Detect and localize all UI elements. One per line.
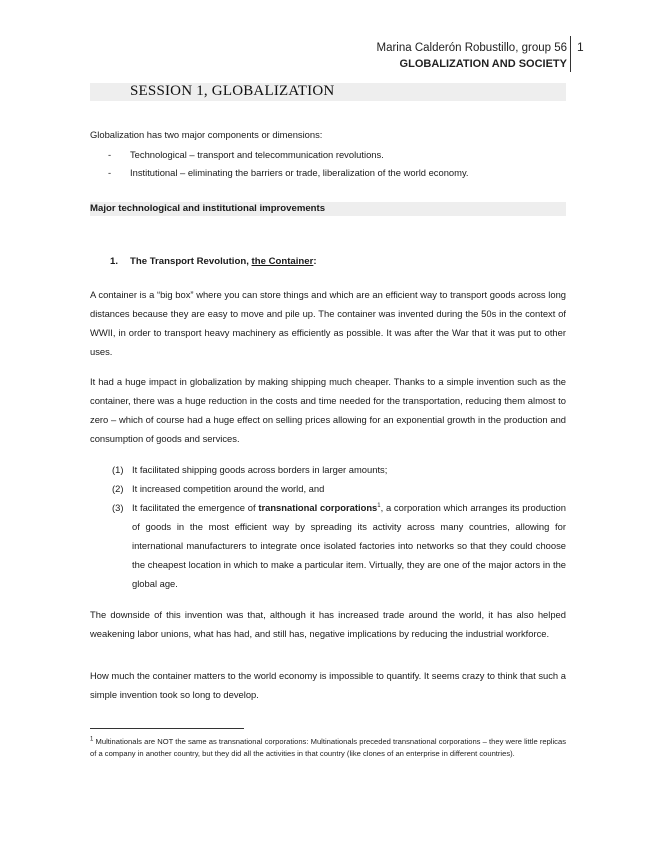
footnote (90, 736, 566, 760)
paragraph-quantify: How much the container matters to the world economy is impossible to quantify. It seems crazy to think that such a simple invention took so long to develop. (90, 670, 566, 700)
subsection-underlined: the Container (251, 256, 314, 267)
list-item-text: It facilitated shipping goods across borders in larger amounts; (132, 464, 388, 475)
header-divider (570, 36, 571, 72)
section-heading: Major technological and institutional improvements (90, 203, 326, 214)
list-item-text (132, 498, 566, 593)
header-course: GLOBALIZATION AND SOCIETY (399, 58, 567, 70)
paragraph-impact: It had a huge impact in globalization by making shipping much cheaper. Thanks to a simple invention such as the container, there was a huge reduction in the costs and time needed for the transportation, reducing them almost to zero – which of course had a huge effect on selling prices allowing for an exponential growth in the production and consumption of goods and services. (90, 376, 566, 444)
subsection-label: The Transport Revolution, (130, 256, 252, 267)
intro-text: Globalization has two major components or dimensions: (90, 129, 323, 140)
paragraph-downside: The downside of this invention was that, although it has increased trade around the world, it has also helped weakening labor unions, what has had, and still has, negative implications by reducing the industrial workforce. (90, 609, 566, 639)
header-author: Marina Calderón Robustillo, group 56 (376, 42, 567, 54)
list-marker: (2) (112, 483, 124, 494)
bullet-dash: - (108, 149, 112, 160)
list-item (112, 460, 566, 479)
list-item-lead: It facilitated the emergence of (132, 502, 259, 513)
footnote-ref[interactable]: 1 (377, 502, 381, 509)
subsection-heading (110, 256, 317, 267)
footnote-text: Multinationals are NOT the same as transnational corporations: Multinationals preceded transnational corporations – they were little replicas of a company in another country, but they did all the activities in that country (like clones of an enterprise in different countries). (90, 737, 566, 758)
document-title: SESSION 1, GLOBALIZATION (130, 83, 335, 99)
list-item-text: It increased competition around the world, and (132, 483, 325, 494)
list-marker: (3) (112, 502, 124, 513)
list-item (112, 498, 566, 593)
impact-list (112, 460, 566, 593)
page-number: 1 (577, 40, 584, 54)
subsection-suffix: : (313, 256, 317, 267)
footnote-mark: 1 (90, 736, 94, 743)
paragraph-container: A container is a “big box” where you can store things and which are an efficient way to transport goods across long distances because they are easy to move and pile up. The container was invented during the 50s in the context of WWII, in order to transport heavy machinery as efficiently as possible. It was after the War that it was put to other uses. (90, 289, 566, 357)
footnote-separator (90, 728, 244, 729)
term-transnational: transnational corporations (258, 502, 378, 513)
running-header (377, 40, 568, 72)
list-marker: (1) (112, 464, 124, 475)
list-item (112, 479, 566, 498)
list-item-rest: , a corporation which arranges its production of goods in the most efficient way by spreading its activity across many countries, allowing for international manufacturers to integrate once isolated factories into networks so that they could choose the cheapest location in which to make a particular item. Virtually, they are one of the major actors in the global age. (132, 502, 566, 589)
subsection-number: 1. (110, 256, 119, 267)
dimension-text: Technological – transport and telecommunication revolutions. (130, 149, 384, 160)
dimension-text: Institutional – eliminating the barriers or trade, liberalization of the world economy. (130, 167, 469, 178)
bullet-dash: - (108, 167, 112, 178)
